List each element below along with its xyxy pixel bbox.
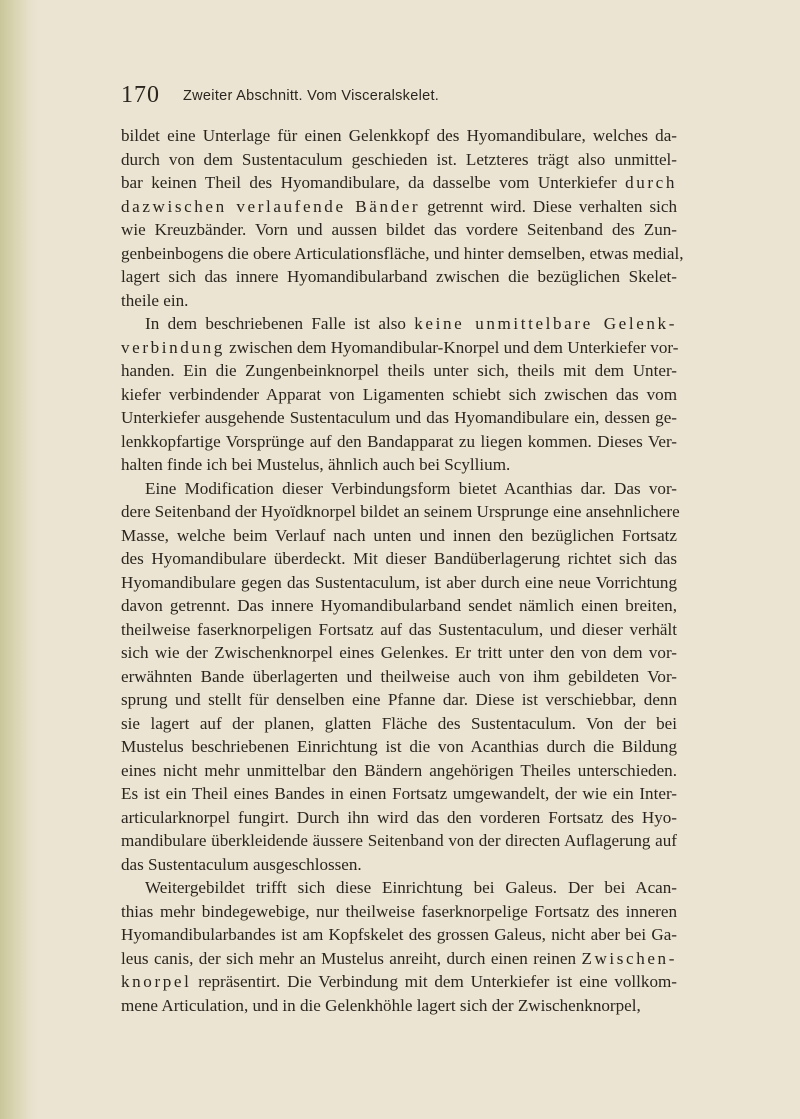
text-run: sie lagert auf der planen, glatten Fläche des Sustentaculum. Von der bei [121, 713, 677, 733]
text-run: eines nicht mehr unmittelbar den Bändern angehörigen Theiles unterschieden. [121, 760, 677, 780]
paragraph [121, 312, 677, 477]
text-run: mandibulare überkleidende äussere Seitenband von der directen Auflagerung auf [121, 831, 677, 850]
text-line [121, 218, 677, 242]
text-line [121, 947, 677, 971]
text-run: Hyomandibulare gegen das Sustentaculum, ist aber durch eine neue Vorrichtung [121, 572, 677, 592]
paragraph [121, 477, 680, 877]
text-line [121, 242, 684, 266]
text-line [121, 124, 677, 148]
text-line [121, 994, 677, 1018]
text-run: repräsentirt. Die Verbindung mit dem Unterkiefer ist eine vollkom- [191, 972, 677, 991]
running-header [121, 82, 681, 112]
text-line [121, 524, 677, 548]
text-line [121, 148, 677, 172]
paragraph [121, 876, 677, 1017]
text-line [121, 618, 677, 642]
text-line [121, 406, 677, 430]
text-line [121, 829, 677, 853]
text-run: des Hyomandibulare überdeckt. Mit dieser Bandüberlagerung richtet sich das [121, 549, 677, 568]
text-line [121, 477, 677, 501]
body-text [121, 124, 684, 1017]
text-run: bar keinen Theil des Hyomandibulare, da dasselbe vom Unterkiefer [121, 173, 626, 192]
text-line [121, 383, 677, 407]
text-run: bildet eine Unterlage für einen Gelenkkopf des Hyomandibulare, welches da- [121, 126, 677, 145]
text-run: handen. Ein die Zungenbeinknorpel theils unter sich, theils mit dem Unter- [121, 361, 677, 380]
text-run: wie Kreuzbänder. Vorn und aussen bildet das vordere Seitenband des Zun- [121, 220, 677, 239]
text-run: durch von dem Sustentaculum geschieden ist. Letzteres trägt also unmittel- [121, 149, 677, 169]
text-run: theile ein. [121, 290, 189, 310]
text-run: Es ist ein Theil eines Bandes in einen Fortsatz umgewandelt, der wie ein Inter- [121, 784, 677, 803]
text-line [121, 594, 677, 618]
text-line [121, 970, 677, 994]
text-run: theilweise faserknorpeligen Fortsatz auf das Sustentaculum, und dieser verhält [121, 619, 677, 639]
text-run: kiefer verbindender Apparat von Ligamenten schiebt sich zwischen das vom [121, 384, 677, 404]
text-run: articularknorpel fungirt. Durch ihn wird das den vorderen Fortsatz des Hyo- [121, 807, 677, 827]
text-line [121, 665, 677, 689]
text-run: das Sustentaculum ausgeschlossen. [121, 854, 362, 874]
text-run: Mustelus beschriebenen Einrichtung ist die von Acanthias durch die Bildung [121, 737, 677, 756]
text-run: Hyomandibularbandes ist am Kopfskelet des grossen Galeus, nicht aber bei Ga- [121, 925, 677, 944]
text-run: sprung und stellt für denselben eine Pfanne dar. Diese ist verschiebbar, denn [121, 690, 677, 709]
text-run: leus canis, der sich mehr an Mustelus anreiht, durch einen reinen [121, 948, 582, 968]
text-line [121, 289, 677, 313]
text-run: thias mehr bindegewebige, nur theilweise faserknorpelige Fortsatz des inneren [121, 901, 677, 921]
text-line [121, 571, 677, 595]
text-line [121, 500, 680, 524]
running-title: Zweiter Abschnitt. Vom Visceralskelet. [183, 88, 440, 104]
spaced-emphasis: Zwischen- [581, 948, 677, 968]
text-line [121, 641, 677, 665]
spaced-emphasis: durch [625, 173, 677, 192]
spaced-emphasis: dazwischen verlaufende Bänder [121, 196, 421, 216]
text-line [121, 453, 677, 477]
spaced-emphasis: verbindung [121, 337, 225, 357]
text-line [121, 195, 677, 219]
text-run: Unterkiefer ausgehende Sustentaculum und das Hyomandibulare ein, dessen ge- [121, 408, 677, 427]
text-line [121, 265, 677, 289]
spaced-emphasis: keine unmittelbare Gelenk- [414, 314, 677, 333]
text-line [121, 171, 677, 195]
text-run: zwischen dem Hyomandibular-Knorpel und dem Unterkiefer vor- [224, 337, 679, 357]
text-run: lenkkopfartige Vorsprünge auf den Bandapparat zu liegen kommen. Dieses Ver- [121, 431, 677, 451]
text-run: mene Articulation, und in die Gelenkhöhle lagert sich der Zwischenknorpel, [121, 995, 641, 1015]
text-line [121, 759, 677, 783]
text-run: Eine Modification dieser Verbindungsform bietet Acanthias dar. Das vor- [145, 478, 677, 498]
text-line [121, 876, 677, 900]
text-line [121, 853, 677, 877]
text-run: lagert sich das innere Hyomandibularband zwischen die bezüglichen Skelet- [121, 267, 677, 286]
text-line [121, 900, 677, 924]
text-line [121, 782, 677, 806]
text-run: davon getrennt. Das innere Hyomandibularband sendet nämlich einen breiten, [121, 596, 677, 615]
page-gutter-edge [0, 0, 38, 1119]
text-line [121, 359, 677, 383]
text-run: In dem beschriebenen Falle ist also [145, 314, 415, 333]
page-number: 170 [121, 82, 160, 108]
text-line [121, 430, 677, 454]
text-line [121, 735, 677, 759]
text-run: getrennt wird. Diese verhalten sich [420, 196, 677, 216]
text-line [121, 712, 677, 736]
text-run: genbeinbogens die obere Articulationsfläche, und hinter demselben, etwas medial, [121, 243, 684, 263]
text-line [121, 547, 677, 571]
text-run: halten finde ich bei Mustelus, ähnlich auch bei Scyllium. [121, 455, 511, 474]
text-run: erwähnten Bande überlagerten und theilweise auch von ihm gebildeten Vor- [121, 666, 677, 686]
paragraph [121, 124, 684, 312]
text-run: dere Seitenband der Hyoïdknorpel bildet an seinem Ursprunge eine ansehnlichere [121, 502, 680, 521]
text-run: Weitergebildet trifft sich diese Einrichtung bei Galeus. Der bei Acan- [145, 878, 677, 897]
text-line [121, 312, 677, 336]
text-line [121, 336, 677, 360]
text-run: sich wie der Zwischenknorpel eines Gelenkes. Er tritt unter den von dem vor- [121, 643, 677, 662]
text-line [121, 806, 677, 830]
text-run: Masse, welche beim Verlauf nach unten und innen den bezüglichen Fortsatz [121, 525, 677, 545]
text-line [121, 688, 677, 712]
spaced-emphasis: knorpel [121, 972, 192, 991]
text-line [121, 923, 677, 947]
